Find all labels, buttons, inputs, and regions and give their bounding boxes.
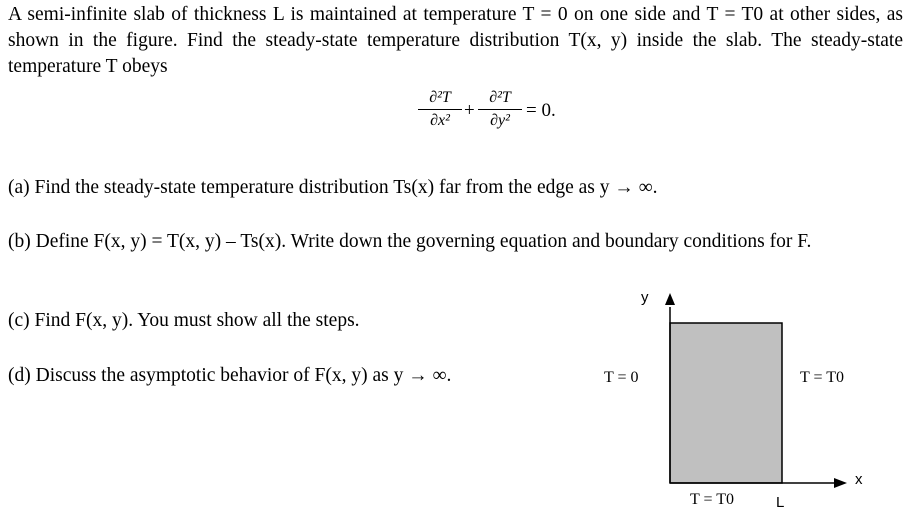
fraction-bar	[418, 109, 462, 110]
y-axis-arrowhead	[665, 293, 675, 305]
bottom-boundary-condition: T = T0	[690, 491, 734, 508]
fraction-denominator: ∂x²	[430, 112, 450, 129]
left-boundary-condition: T = 0	[604, 369, 639, 386]
fraction-d2T-dy2	[478, 88, 522, 131]
figure-graphics	[595, 285, 915, 517]
part-d: (d) Discuss the asymptotic behavior of F(x, y) as y → ∞.	[8, 365, 452, 386]
part-c: (c) Find F(x, y). You must show all the steps.	[8, 310, 360, 331]
fraction-d2T-dx2	[418, 88, 462, 131]
part-a: (a) Find the steady-state temperature distribution Ts(x) far from the edge as y → ∞.	[8, 177, 658, 198]
fraction-numerator: ∂²T	[489, 89, 511, 106]
equals-zero: = 0.	[526, 100, 556, 121]
x-axis-label: x	[855, 471, 863, 488]
slab-region	[670, 323, 782, 483]
slab-width-label: L	[776, 494, 785, 511]
fraction-numerator: ∂²T	[429, 89, 451, 106]
slab-figure	[595, 285, 915, 517]
x-axis-arrowhead	[834, 478, 847, 488]
problem-intro: A semi-infinite slab of thickness L is maintained at temperature T = 0 on one side and T = T0 at other sides, as shown in the figure. Find the steady-state temperature distribution T(x, y) inside the slab. The steady-state temperature T obeys	[8, 4, 903, 77]
fraction-bar	[478, 109, 522, 110]
plus-sign: +	[464, 100, 475, 121]
part-b: (b) Define F(x, y) = T(x, y) – Ts(x). Write down the governing equation and boundary conditions for F.	[8, 231, 812, 252]
right-boundary-condition: T = T0	[800, 369, 844, 386]
y-axis-label: y	[641, 289, 649, 306]
fraction-denominator: ∂y²	[490, 112, 510, 129]
